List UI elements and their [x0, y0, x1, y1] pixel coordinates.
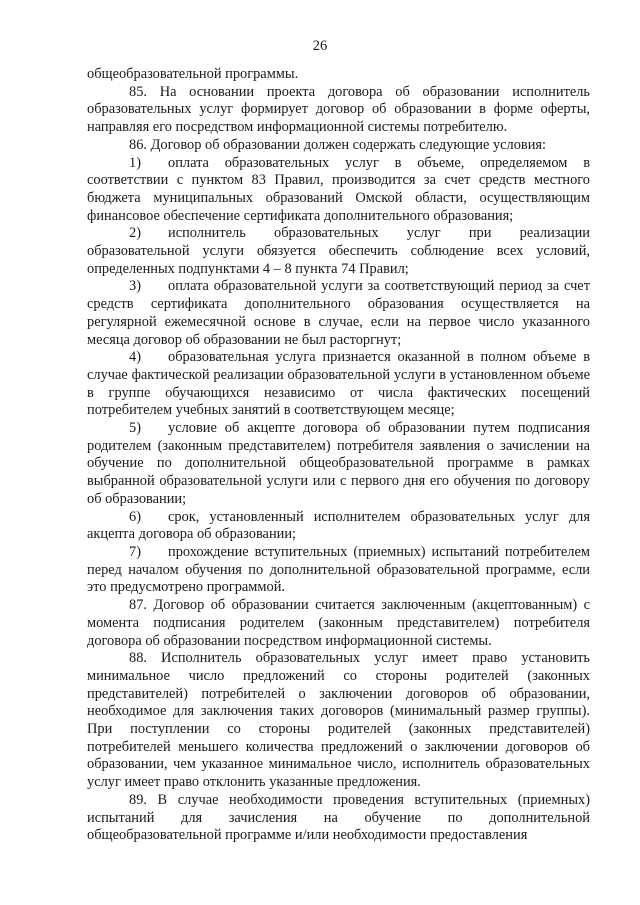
list-item-86-5	[87, 420, 590, 509]
list-item-text: прохождение вступительных (приемных) испытаний потребителем перед началом обучения по дополнительной образовательной программе, если это предусмотрено программой.	[87, 543, 590, 596]
paragraph-87: 87. Договор об образовании считается заключенным (акцептованным) с момента подписания родителем (законным представителем) потребителя договора об образовании посредством информационной системы.	[87, 597, 590, 649]
list-item-86-3	[87, 278, 590, 349]
list-item-text: срок, установленный исполнителем образовательных услуг для акцепта договора об образовании;	[87, 508, 590, 543]
list-item-86-1	[87, 155, 590, 226]
list-item-text: оплата образовательных услуг в объеме, определяемом в соответствии с пунктом 83 Правил, производится за счет средств местного бюджета муниципальных образований Омской области, осуществляющим финансовое обеспечение сертификата дополнительного образования;	[87, 154, 590, 224]
list-item-number: 3)	[129, 278, 141, 295]
paragraph-85: 85. На основании проекта договора об образовании исполнитель образовательных услуг формирует договор об образовании в форме оферты, направляя его посредством информационной системы потребителю.	[87, 83, 590, 136]
document-body	[87, 66, 590, 845]
page-number: 26	[312, 38, 328, 54]
list-item-number: 6)	[129, 508, 141, 525]
list-item-86-7	[87, 544, 590, 597]
list-item-86-2	[87, 225, 590, 278]
list-item-number: 1)	[129, 154, 141, 171]
list-item-86-4	[87, 349, 590, 420]
list-item-text: оплата образовательной услуги за соответствующий период за счет средств сертификата дополнительного образования осуществляется на регулярной ежемесячной основе в случае, если на первое число указанного месяца договор об образовании не был расторгнут;	[87, 278, 590, 348]
list-item-86-6	[87, 509, 590, 544]
list-item-text: исполнитель образовательных услуг при реализации образовательной услуги обязуется обеспечить соблюдение всех условий, определенных подпунктами 4 – 8 пункта 74 Правил;	[87, 225, 590, 277]
list-item-text: образовательная услуга признается оказанной в полном объеме в случае фактической реализации образовательной услуги в установленном объеме в группе обучающихся независимо от числа фактических посещений потребителем учебных занятий в соответствующем месяце;	[87, 349, 590, 419]
list-item-number: 2)	[129, 225, 141, 242]
list-item-number: 4)	[129, 349, 141, 366]
list-item-number: 5)	[129, 420, 141, 437]
paragraph-89: 89. В случае необходимости проведения вступительных (приемных) испытаний для зачисления на обучение по дополнительной общеобразовательной программе и/или необходимости предоставления	[87, 791, 590, 844]
list-item-text: условие об акцепте договора об образовании путем подписания родителем (законным представителем) потребителя заявления о зачислении на обучение по дополнительной общеобразовательной программе в рамках выбранной образовательной услуги или с первого дня его обучения по договору об образовании;	[87, 420, 590, 507]
paragraph-continuation: общеобразовательной программы.	[87, 66, 299, 82]
paragraph-88: 88. Исполнитель образовательных услуг имеет право установить минимальное число предложений со стороны родителей (законных представителей) потребителей о заключении договоров об образовании, необходимое для заключения таких договоров (минимальный размер группы). При поступлении со стороны родителей (законных представителей) потребителей меньшего количества предложений о заключении договоров об образовании, чем указанное минимальное число, исполнитель образовательных услуг имеет право отклонить указанные предложения.	[87, 650, 590, 791]
list-item-number: 7)	[129, 543, 141, 560]
paragraph-86: 86. Договор об образовании должен содержать следующие условия:	[129, 136, 547, 153]
